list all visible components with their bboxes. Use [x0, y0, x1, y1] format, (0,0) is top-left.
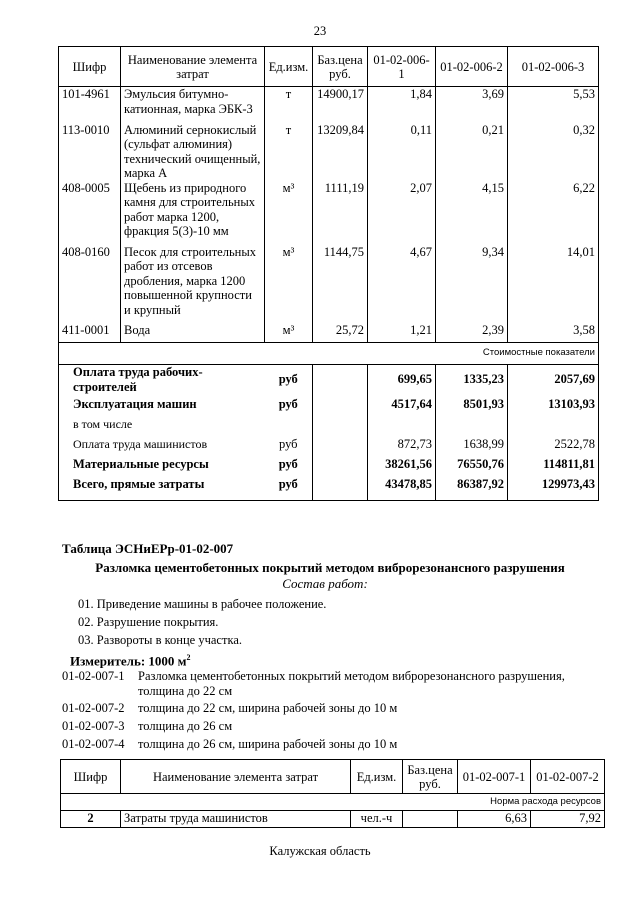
- price-cell: 25,72: [313, 323, 368, 343]
- code-cell: 2: [61, 811, 121, 828]
- v3-cell: 3,58: [508, 323, 599, 343]
- cost-unit: [265, 414, 313, 434]
- cost-value: [508, 414, 599, 434]
- header-cell: 01-02-006-1: [368, 47, 436, 87]
- name-cell: Эмульсия битумно-катионная, марка ЭБК-3: [121, 87, 265, 123]
- cost-price: [313, 454, 368, 474]
- cost-name: Оплата труда рабочих-строителей: [59, 365, 265, 395]
- cost-value: 1638,99: [436, 434, 508, 454]
- v3-cell: 0,32: [508, 123, 599, 181]
- table-row: [59, 323, 599, 343]
- cost-value: 2522,78: [508, 434, 599, 454]
- resources-table-006: [58, 46, 599, 501]
- cost-row: [59, 365, 599, 395]
- table-row: [59, 87, 599, 123]
- code: 01-02-007-2: [62, 701, 125, 715]
- footer-region: Калужская область: [269, 844, 371, 858]
- code-cell: 408-0160: [59, 245, 121, 323]
- cost-unit: руб: [265, 365, 313, 395]
- unit-cell: м³: [265, 181, 313, 245]
- price-cell: [403, 811, 458, 828]
- table-row: [59, 245, 599, 323]
- header-cell: Шифр: [59, 47, 121, 87]
- header-cell: 01-02-006-3: [508, 47, 599, 87]
- header-cell: 01-02-007-1: [458, 760, 531, 794]
- v1-cell: 2,07: [368, 181, 436, 245]
- code-cell: 408-0005: [59, 181, 121, 245]
- v2-cell: 0,21: [436, 123, 508, 181]
- value-cell: 7,92: [531, 811, 605, 828]
- header-cell: Ед.изм.: [265, 47, 313, 87]
- name-cell: Вода: [121, 323, 265, 343]
- v2-cell: 2,39: [436, 323, 508, 343]
- table-row: [61, 811, 605, 828]
- cost-unit: руб: [265, 474, 313, 494]
- code-desc: толщина до 22 см: [138, 684, 233, 698]
- cost-price: [313, 474, 368, 494]
- header-cell: Ед.изм.: [351, 760, 403, 794]
- cost-row: [59, 394, 599, 414]
- cost-unit: руб: [265, 394, 313, 414]
- code-cell: 101-4961: [59, 87, 121, 123]
- work-item: 01. Приведение машины в рабочее положение.: [78, 597, 327, 611]
- price-cell: 14900,17: [313, 87, 368, 123]
- section-title: Разломка цементобетонных покрытий методом виброрезонансного разрушения: [95, 560, 565, 575]
- price-cell: 1111,19: [313, 181, 368, 245]
- value-cell: 6,63: [458, 811, 531, 828]
- cost-value: 76550,76: [436, 454, 508, 474]
- unit-cell: т: [265, 123, 313, 181]
- table-header-row: [59, 47, 599, 87]
- cost-name: Всего, прямые затраты: [59, 474, 265, 494]
- table-header-row: [61, 760, 605, 794]
- header-cell: 01-02-006-2: [436, 47, 508, 87]
- unit-cell: м³: [265, 323, 313, 343]
- cost-name: Оплата труда машинистов: [59, 434, 265, 454]
- cost-row: [59, 434, 599, 454]
- section-label: Норма расхода ресурсов: [61, 794, 605, 811]
- header-cell: Шифр: [61, 760, 121, 794]
- header-cell: 01-02-007-2: [531, 760, 605, 794]
- code-cell: 113-0010: [59, 123, 121, 181]
- v1-cell: 0,11: [368, 123, 436, 181]
- cost-unit: руб: [265, 434, 313, 454]
- name-cell: Затраты труда машинистов: [121, 811, 351, 828]
- code-desc: толщина до 26 см: [138, 719, 233, 733]
- meter-label: [70, 653, 191, 669]
- code: 01-02-007-3: [62, 719, 125, 733]
- cost-name: Материальные ресурсы: [59, 454, 265, 474]
- cost-value: [368, 414, 436, 434]
- v1-cell: 1,21: [368, 323, 436, 343]
- header-cell: Баз.цена руб.: [403, 760, 458, 794]
- page-number: 23: [313, 24, 327, 38]
- v2-cell: 9,34: [436, 245, 508, 323]
- cost-value: [436, 414, 508, 434]
- cost-value: 2057,69: [508, 365, 599, 395]
- work-item: 02. Разрушение покрытия.: [78, 615, 219, 629]
- cost-row: [59, 414, 599, 434]
- code: 01-02-007-4: [62, 737, 125, 751]
- cost-value: 43478,85: [368, 474, 436, 494]
- code-desc: Разломка цементобетонных покрытий методом виброрезонансного разрушения,: [138, 669, 565, 683]
- cost-price: [313, 414, 368, 434]
- cost-value: 86387,92: [436, 474, 508, 494]
- works-heading: Состав работ:: [282, 576, 368, 591]
- cost-name: Эксплуатация машин: [59, 394, 265, 414]
- cost-row: [59, 454, 599, 474]
- price-cell: 13209,84: [313, 123, 368, 181]
- code: 01-02-007-1: [62, 669, 125, 683]
- cost-value: 13103,93: [508, 394, 599, 414]
- meter-sup: 2: [186, 653, 191, 662]
- cost-price: [313, 434, 368, 454]
- cost-name: в том числе: [59, 414, 265, 434]
- table-row: [59, 181, 599, 245]
- meter-text: Измеритель: 1000 м: [70, 653, 187, 669]
- name-cell: Алюминий сернокислый (сульфат алюминия) технический очищенный, марка А: [121, 123, 265, 181]
- cost-value: 8501,93: [436, 394, 508, 414]
- v2-cell: 3,69: [436, 87, 508, 123]
- code-desc: толщина до 26 см, ширина рабочей зоны до 10 м: [138, 737, 398, 751]
- code-cell: 411-0001: [59, 323, 121, 343]
- cost-value: 38261,56: [368, 454, 436, 474]
- cost-price: [313, 365, 368, 395]
- section-label: Стоимостные показатели: [59, 343, 599, 365]
- code-row: [62, 669, 125, 684]
- cost-unit: руб: [265, 454, 313, 474]
- section-label-row: [61, 794, 605, 811]
- header-cell: Наименование элемента затрат: [121, 760, 351, 794]
- table-row: [59, 123, 599, 181]
- resources-table-007: [60, 759, 605, 828]
- v2-cell: 4,15: [436, 181, 508, 245]
- cost-value: 114811,81: [508, 454, 599, 474]
- header-cell: Баз.цена руб.: [313, 47, 368, 87]
- cost-row: [59, 474, 599, 494]
- cost-value: 4517,64: [368, 394, 436, 414]
- price-cell: 1144,75: [313, 245, 368, 323]
- work-item: 03. Развороты в конце участка.: [78, 633, 242, 647]
- name-cell: Щебень из природного камня для строительных работ марка 1200, фракция 5(3)-10 мм: [121, 181, 265, 245]
- v3-cell: 5,53: [508, 87, 599, 123]
- unit-cell: чел.-ч: [351, 811, 403, 828]
- cost-price: [313, 394, 368, 414]
- v1-cell: 4,67: [368, 245, 436, 323]
- table-id: Таблица ЭСНиЕРр-01-02-007: [62, 541, 234, 556]
- name-cell: Песок для строительных работ из отсевов дробления, марка 1200 повышенной крупности и крупный: [121, 245, 265, 323]
- cost-value: 699,65: [368, 365, 436, 395]
- cost-value: 1335,23: [436, 365, 508, 395]
- cost-value: 129973,43: [508, 474, 599, 494]
- section-label-row: [59, 343, 599, 365]
- v3-cell: 6,22: [508, 181, 599, 245]
- header-cell: Наименование элемента затрат: [121, 47, 265, 87]
- unit-cell: м³: [265, 245, 313, 323]
- cost-value: 872,73: [368, 434, 436, 454]
- v3-cell: 14,01: [508, 245, 599, 323]
- unit-cell: т: [265, 87, 313, 123]
- code-desc: толщина до 22 см, ширина рабочей зоны до 10 м: [138, 701, 398, 715]
- v1-cell: 1,84: [368, 87, 436, 123]
